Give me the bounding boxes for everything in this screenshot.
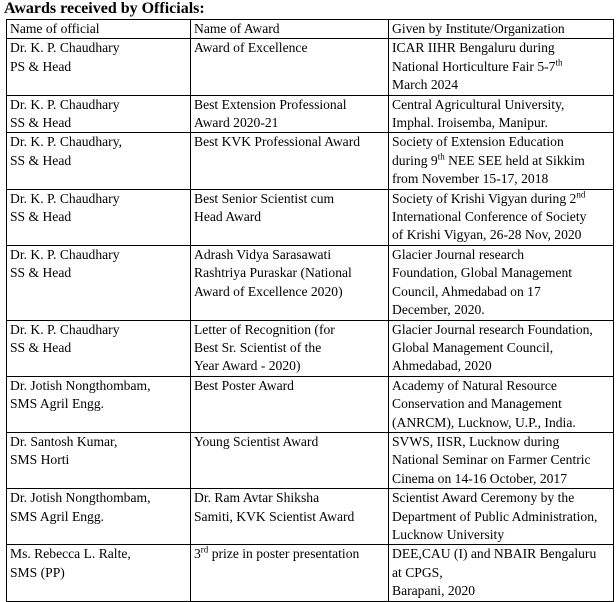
cell-line [392, 264, 610, 282]
cell-line [392, 226, 610, 244]
cell-line [392, 545, 610, 563]
cell-line [392, 301, 610, 319]
cell-award-name [191, 489, 389, 545]
table-header-row [7, 20, 614, 39]
cell-line: SMS Horti [10, 452, 70, 468]
cell-line [392, 357, 610, 375]
cell-line [392, 564, 610, 582]
table-row [7, 39, 614, 95]
cell-given-by [389, 432, 614, 488]
cell-line: Dr. Jotish Nongthombam, [10, 377, 151, 393]
cell-given-by [389, 245, 614, 320]
cell-line: Ms. Rebecca L. Ralte, [10, 546, 131, 562]
cell-official-name [7, 376, 191, 432]
line-text: International Conference of Society [392, 209, 587, 225]
line-text: Glacier Journal research Foundation, [392, 321, 593, 337]
cell-line: Dr. K. P. Chaudhary [10, 246, 120, 262]
cell-line [392, 451, 610, 469]
line-text: December, 2020. [392, 302, 485, 318]
cell-line: Dr. Santosh Kumar, [10, 433, 118, 449]
line-text: 3 [194, 546, 201, 562]
cell-given-by [389, 489, 614, 545]
cell-line: Rashtriya Puraskar (National [194, 265, 352, 281]
line-text: Ahmedabad, 2020 [392, 358, 492, 374]
cell-line: Year Award - 2020) [194, 358, 301, 374]
cell-line [392, 152, 610, 170]
cell-line: SS & Head [10, 265, 72, 281]
line-text: Lucknow University [392, 526, 505, 542]
cell-line [392, 414, 610, 432]
cell-line: Dr. K. P. Chaudhary [10, 321, 120, 337]
line-text: National Seminar on Farmer Centric [392, 452, 591, 468]
line-text: National Horticulture Fair 5-7 [392, 58, 556, 74]
cell-line: SS & Head [10, 152, 72, 168]
line-text: Scientist Award Ceremony by the [392, 490, 575, 506]
cell-award-name [191, 39, 389, 95]
line-text: DEE,CAU (I) and NBAIR Bengaluru [392, 546, 597, 562]
line-text: Cinema on 14-16 October, 2017 [392, 470, 568, 486]
line-text-after: prize in poster presentation [208, 546, 360, 562]
cell-award-name [191, 133, 389, 189]
cell-line: Samiti, KVK Scientist Award [194, 508, 355, 524]
line-text-after: NEE SEE held at Sikkim [444, 152, 585, 168]
cell-official-name [7, 545, 191, 601]
line-text: Conservation and Management [392, 396, 562, 412]
line-text: Council, Ahmedabad on 17 [392, 283, 541, 299]
table-row [7, 432, 614, 488]
line-text: Society of Krishi Vigyan during 2 [392, 190, 577, 206]
cell-award-name [191, 376, 389, 432]
cell-official-name [7, 39, 191, 95]
cell-official-name [7, 245, 191, 320]
table-row [7, 189, 614, 245]
cell-line: Dr. K. P. Chaudhary [10, 96, 120, 112]
cell-line [392, 76, 610, 94]
cell-award-name [191, 95, 389, 133]
cell-line [392, 58, 610, 76]
line-text: Society of Extension Education [392, 134, 564, 150]
cell-line: SMS Agril Engg. [10, 396, 105, 412]
table-row [7, 133, 614, 189]
line-text: Barapani, 2020 [392, 583, 476, 599]
section-title: Awards received by Officials: [4, 0, 205, 17]
table-row [7, 489, 614, 545]
line-text: SVWS, IISR, Lucknow during [392, 433, 560, 449]
cell-line [194, 545, 385, 563]
line-text: Foundation, Global Management [392, 265, 573, 281]
cell-award-name [191, 245, 389, 320]
cell-line: Dr. K. P. Chaudhary [10, 190, 120, 206]
table-row [7, 545, 614, 601]
cell-line: Letter of Recognition (for [194, 321, 335, 337]
table-row [7, 245, 614, 320]
table-row [7, 320, 614, 376]
cell-line: Award of Excellence 2020) [194, 283, 343, 299]
cell-line [392, 114, 610, 132]
cell-line [392, 395, 610, 413]
header-name-of-official: Name of official [7, 20, 191, 39]
cell-given-by [389, 133, 614, 189]
line-text: Central Agricultural University, [392, 96, 565, 112]
line-text: ICAR IIHR Bengaluru during [392, 40, 555, 56]
cell-line: Best Extension Professional [194, 96, 347, 112]
cell-given-by [389, 376, 614, 432]
cell-line [392, 208, 610, 226]
cell-line [392, 246, 610, 264]
cell-line [392, 377, 610, 395]
cell-given-by [389, 189, 614, 245]
cell-line: Best Sr. Scientist of the [194, 339, 322, 355]
line-text: Global Management Council, [392, 339, 554, 355]
cell-given-by [389, 320, 614, 376]
cell-line: SS & Head [10, 339, 72, 355]
cell-official-name [7, 432, 191, 488]
cell-official-name [7, 189, 191, 245]
line-text: during 9 [392, 152, 438, 168]
cell-award-name [191, 545, 389, 601]
line-text: Department of Public Administration, [392, 508, 598, 524]
cell-line: Head Award [194, 209, 262, 225]
cell-official-name [7, 320, 191, 376]
cell-line: SS & Head [10, 115, 72, 131]
cell-line [392, 526, 610, 544]
cell-line [392, 321, 610, 339]
cell-line: Best Senior Scientist cum [194, 190, 335, 206]
line-text: Glacier Journal research [392, 246, 525, 262]
cell-award-name [191, 432, 389, 488]
cell-given-by [389, 39, 614, 95]
cell-line: Dr. K. P. Chaudhary [10, 40, 120, 56]
cell-line [392, 190, 610, 208]
cell-award-name [191, 320, 389, 376]
cell-official-name [7, 95, 191, 133]
superscript: th [437, 151, 445, 162]
cell-line: Award 2020-21 [194, 115, 279, 131]
cell-line: SMS (PP) [10, 564, 65, 580]
cell-line: Adrash Vidya Sarasawati [194, 246, 332, 262]
cell-award-name [191, 189, 389, 245]
table-row [7, 95, 614, 133]
cell-line: Dr. Ram Avtar Shiksha [194, 490, 320, 506]
cell-line: SS & Head [10, 209, 72, 225]
cell-official-name [7, 133, 191, 189]
cell-line: Best KVK Professional Award [194, 134, 361, 150]
cell-line: SMS Agril Engg. [10, 508, 105, 524]
cell-line [392, 39, 610, 57]
superscript: nd [576, 189, 586, 200]
cell-official-name [7, 489, 191, 545]
cell-line [392, 339, 610, 357]
line-text: from November 15-17, 2018 [392, 171, 549, 187]
line-text: of Krishi Vigyan, 26-28 Nov, 2020 [392, 227, 582, 243]
cell-line: Dr. Jotish Nongthombam, [10, 490, 151, 506]
table-row [7, 376, 614, 432]
header-name-of-award: Name of Award [191, 20, 389, 39]
awards-table [6, 19, 614, 602]
line-text: (ANRCM), Lucknow, U.P., India. [392, 414, 576, 430]
cell-given-by [389, 95, 614, 133]
cell-given-by [389, 545, 614, 601]
line-text: Academy of Natural Resource [392, 377, 557, 393]
cell-line [392, 489, 610, 507]
line-text: March 2024 [392, 77, 459, 93]
line-text: Imphal. Iroisemba, Manipur. [392, 115, 548, 131]
cell-line: Award of Excellence [194, 40, 308, 56]
cell-line [392, 170, 610, 188]
cell-line [392, 508, 610, 526]
cell-line: Young Scientist Award [194, 433, 319, 449]
cell-line: Dr. K. P. Chaudhary, [10, 134, 123, 150]
cell-line [392, 133, 610, 151]
header-given-by: Given by Institute/Organization [389, 20, 614, 39]
line-text: at CPGS, [392, 564, 443, 580]
superscript: rd [200, 544, 209, 555]
cell-line: Best Poster Award [194, 377, 294, 393]
superscript: th [555, 57, 563, 68]
cell-line: PS & Head [10, 58, 72, 74]
cell-line [392, 283, 610, 301]
cell-line [392, 470, 610, 488]
cell-line [392, 96, 610, 114]
cell-line [392, 433, 610, 451]
